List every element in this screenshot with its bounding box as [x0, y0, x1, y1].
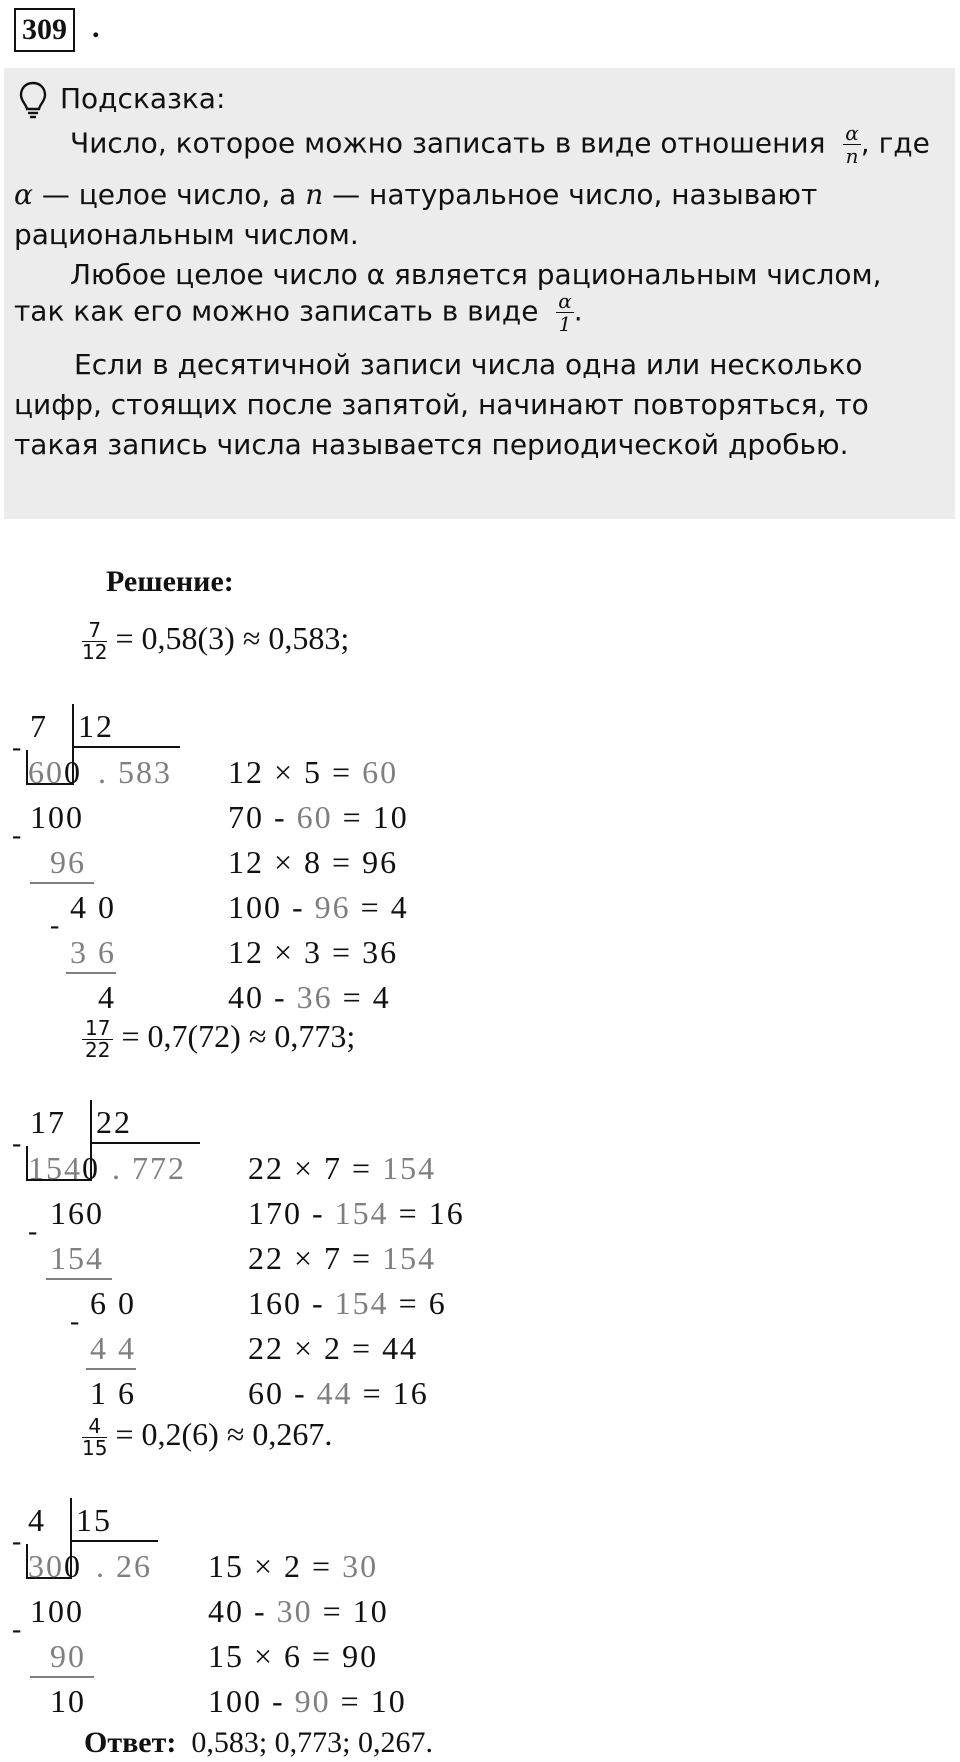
task-number: 309 [14, 8, 75, 52]
subtrahend: 90 [50, 1638, 86, 1674]
hint-p1-line1: Число, которое можно записать в виде отношения $\frac{\alpha}{n}$ , где [70, 121, 930, 168]
remainder: 4 [98, 979, 116, 1015]
fraction-alpha-1: $\frac{\alpha}{1}$ [558, 289, 572, 336]
remainder: 10 [50, 1683, 86, 1719]
subtrahend: 4 4 [90, 1330, 136, 1366]
solution-title: Решение: [106, 565, 234, 598]
fraction-alpha-n: $\frac{\alpha}{n}$ [845, 121, 859, 168]
remainder: 4 0 [70, 889, 116, 925]
lightbulb-icon [18, 80, 48, 120]
remainder: 160 [50, 1195, 104, 1231]
example-1-equation: $\frac{7}{12}$ = 0,58(3) ≈ 0,583; [82, 618, 350, 665]
divisor: 15 [76, 1502, 112, 1538]
answer-label: Ответ: [84, 1726, 177, 1759]
subtrahend: 96 [50, 844, 86, 880]
hint-p3-line2: цифр, стоящих после запятой, начинают повторяться, то [14, 388, 869, 421]
quotient: . 772 [112, 1150, 186, 1186]
divisor: 12 [78, 708, 114, 744]
hint-p1-line2: α — целое число, а n — натуральное число, называют [14, 178, 818, 211]
dividend: 17 [30, 1104, 66, 1140]
subtrahend: 154 [50, 1240, 104, 1276]
hint-box [4, 68, 955, 519]
remainder: 100 [30, 1593, 84, 1629]
subtrahend: 60 [28, 754, 64, 790]
subtrahend: 30 [28, 1548, 64, 1584]
hint-p3-line3: такая запись числа называется периодической дробью. [14, 428, 849, 461]
minus-sign: - [12, 732, 22, 763]
divisor: 22 [96, 1104, 132, 1140]
dividend: 4 [28, 1502, 46, 1538]
dividend: 7 [30, 708, 48, 744]
quotient: . 26 [96, 1548, 152, 1584]
remainder: 6 0 [90, 1285, 136, 1321]
remainder: 100 [30, 799, 84, 835]
task-number-dot: . [92, 11, 100, 44]
example-3-equation: $\frac{4}{15}$ = 0,2(6) ≈ 0,267. [82, 1414, 333, 1461]
answer-value: 0,583; 0,773; 0,267. [191, 1726, 433, 1759]
answer-line [84, 1726, 433, 1760]
subtrahend: 154 [28, 1150, 82, 1186]
quotient: . 583 [98, 754, 172, 790]
hint-p3-line1: Если в десятичной записи числа одна или несколько [74, 348, 863, 381]
hint-p2-line1: Любое целое число α является рациональным числом, [70, 258, 882, 291]
hint-p2-line2: так как его можно записать в виде $\frac{\alpha}{1}$ . [14, 289, 583, 336]
example-2-equation: $\frac{17}{22}$ = 0,7(72) ≈ 0,773; [82, 1018, 355, 1061]
hint-p1-line3: рациональным числом. [14, 218, 359, 251]
remainder: 1 6 [90, 1375, 136, 1411]
hint-title: Подсказка: [60, 82, 226, 115]
subtrahend: 3 6 [70, 934, 116, 970]
